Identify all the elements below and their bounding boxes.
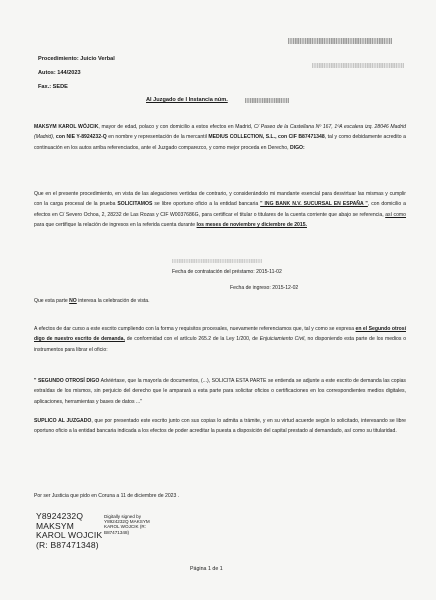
no-hearing-line <box>34 298 150 304</box>
procedure-label: Procedimiento: Juicio Verbal <box>38 56 115 62</box>
months-range: los meses de noviembre y diciembre de 2015. <box>196 222 307 229</box>
intro-address: C/ Paseo de la Castellana Nº 167, 1ºA escalera izq. 28046 Madrid (Madrid), <box>34 124 406 141</box>
autos-label: Autos: 144/2023 <box>38 70 81 76</box>
request-part-b: se libre oportuno oficio a la entidad bancaria <box>154 201 259 208</box>
request-part-c: , con domicilio a efectos en C/ Severo Ochoa, 2, 28232 de Las Rozas y CIF W0037686G, para certificar el titular o titulares de la cuenta corriente que abajo se referencia, <box>34 201 407 218</box>
court-address <box>146 97 228 103</box>
procedural-b: en el Segundo otrosí digo de nuestro escrito de demanda, <box>34 326 406 343</box>
plaintiff-name: MAKSYM KAROL WÓJCIK <box>34 124 99 130</box>
signature-detail-3: KAROL WOJCIK (R: <box>104 524 146 530</box>
suplico-label: SUPLICO AL JUZGADO <box>34 418 92 424</box>
intro-paragraph <box>34 122 406 153</box>
no-hearing-b: interesa la celebración de vista. <box>78 298 150 304</box>
asi-como: así como <box>385 211 407 218</box>
signature-line-1: Y8924232Q <box>36 511 84 521</box>
request-part-a: Que en el presente procedimiento, en vista de las alegaciones vertidas de contrario, y considerándolo mi mandante esencial para desvirtuar las mismas y cumplir con la carga procesal de la prueba <box>34 191 406 208</box>
signature-line-2: MAKSYM <box>36 520 75 531</box>
signature-block <box>36 512 102 550</box>
signature-details <box>104 514 150 535</box>
quote-body: Adviértase, que la mayoría de documentos, (...), SOLICITA ESTA PARTE se entienda se adjunte a este escrito de demanda las copias extraídas de los mismos, sin perjuicio del derecho que le ampararà a esta parte para solicitar oficios o certificaciones en los correspondientes medios digitales, aplicaciones, herramientas y bases de datos ..." <box>34 378 406 405</box>
signature-detail-2: Y8924232Q MAKSYM <box>104 519 150 525</box>
company-name: MEDIUS COLLECTION, S.L., con CIF B87471348 <box>208 134 325 141</box>
signature-line-3: KAROL WOJCIK <box>36 530 103 541</box>
contract-date: Fecha de contratación del préstamo: 2015-11-02 <box>172 269 282 275</box>
redacted-account <box>172 259 262 263</box>
redacted-header-mark-2 <box>312 63 404 68</box>
solicitamos-label: SOLICITAMOS <box>117 201 153 208</box>
quote-heading: " SEGUNDO OTROSÍ DIGO <box>34 378 100 384</box>
procedural-e: , no disponiendo esta parte de los medios o instrumentos para librar el oficio: <box>34 336 407 353</box>
court-address-text: Al Juzgado de I Instancia núm. <box>146 97 228 103</box>
intro-part3: en nombre y representación de la mercantil <box>108 134 207 141</box>
digo-label: DIGO: <box>289 144 305 151</box>
signature-detail-1: Digitally signed by <box>104 514 142 519</box>
suplico-paragraph <box>34 416 406 437</box>
bank-name: " ING BANK N.V. SUCURSAL EN ESPAÑA " <box>260 201 368 208</box>
deposit-date: Fecha de ingreso: 2015-12-02 <box>230 285 299 291</box>
suplico-body: , que por presentado este escrito junto con sus copias lo admita a trámite, y en su virtud acuerde según lo solicitado, interesando se libre oportuno oficio a la entidad bancaria indicada a los efectos de poder acreditar la puesta a disposición del capital prestado al demandado, así como su titularidad. <box>34 418 406 435</box>
signature-line-4: (R: B87471348) <box>36 539 99 550</box>
intro-part1: , mayor de edad, polaco y con domicilio a estos efectos en Madrid, <box>98 124 253 130</box>
intro-nie: con NIE Y-8924232-Q <box>55 134 107 141</box>
closing-line: Por ser Justicia que pido en Coruna a 11 de diciembre de 2023 . <box>34 493 180 499</box>
signature-detail-4: B87471348) <box>104 529 130 535</box>
procedural-a: A efectos de dar curso a este escrito cumpliendo con la forma y requisitos procesales, nuevamente referenciamos que, tal y como se expresa <box>34 326 355 332</box>
redacted-header-mark <box>288 38 392 44</box>
request-part-d: para que certifique la relación de ingresos en la referida cuenta durante <box>34 222 196 229</box>
procedural-paragraph <box>34 324 406 355</box>
page-number: Página 1 de 1 <box>190 566 223 572</box>
quoted-paragraph <box>34 376 406 407</box>
procedural-c: de conformidad con el artículo 265.2 de la Ley 1/200, de <box>126 336 258 343</box>
intro-part4: , tal y como debidamente acredito a continuación en los autos arriba referenciados, ante el Juzgado comparezco, y como mejor proceda en Derecho, <box>34 134 406 151</box>
request-paragraph <box>34 189 406 231</box>
no-label: NO <box>69 298 77 304</box>
procedural-d: Enjuiciamiento Civil <box>259 336 305 343</box>
redacted-court-number <box>245 98 289 103</box>
no-hearing-a: Que esta parte <box>34 298 68 304</box>
fax-label: Fax.: SEDE <box>38 84 68 90</box>
